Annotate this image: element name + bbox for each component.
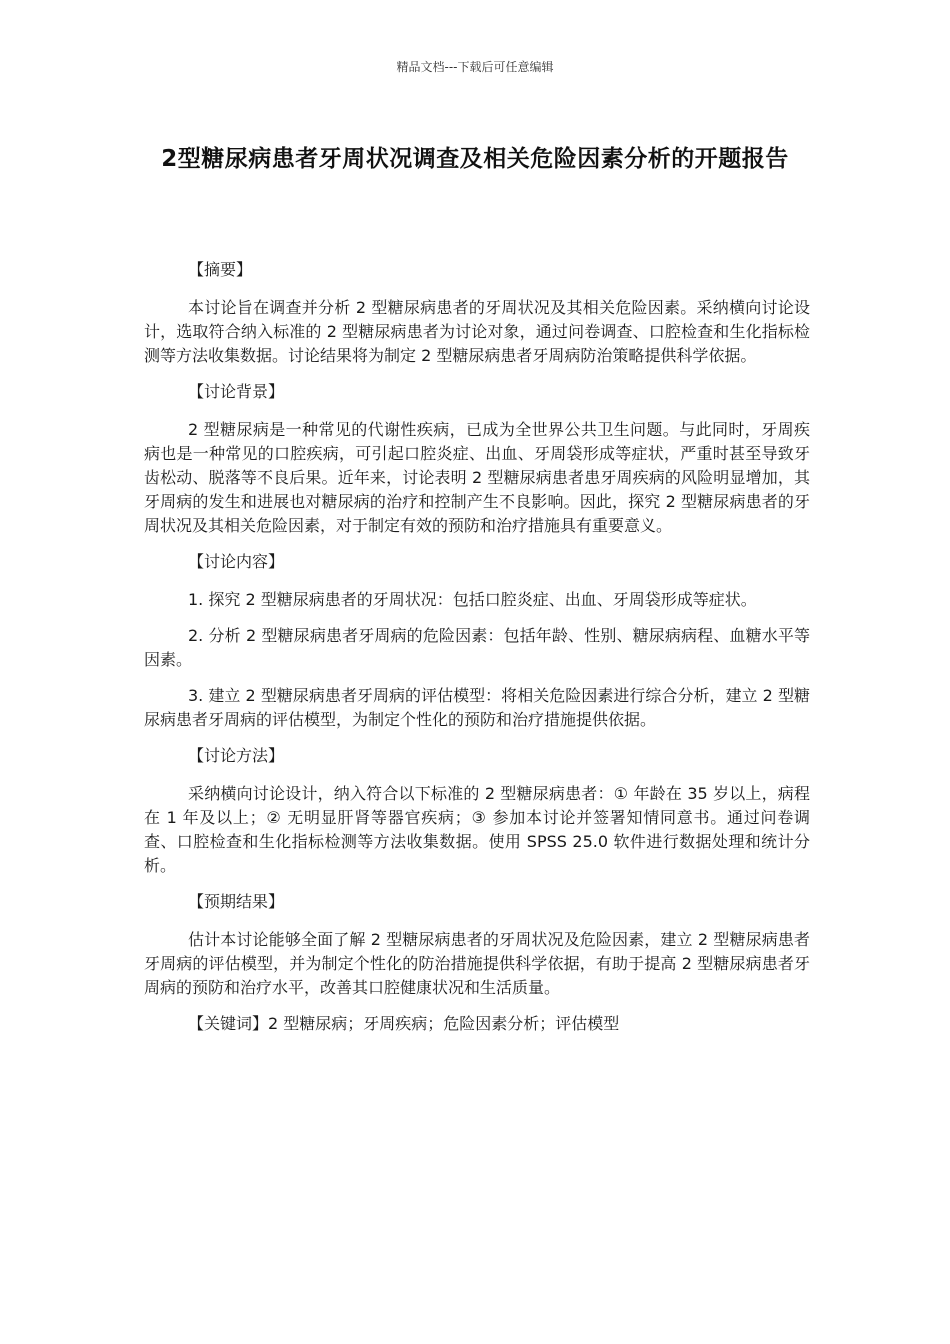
document-body xyxy=(144,258,810,1036)
method-text: 采纳横向讨论设计，纳入符合以下标准的 2 型糖尿病患者：① 年龄在 35 岁以上，病程在 1 年及以上；② 无明显肝肾等器官疾病；③ 参加本讨论并签署知情同意书。通过问卷调查、口腔检查和生化指标检测等方法收集数据。使用 SPSS 25.0 软件进行数据处理和统计分析。 xyxy=(144,784,810,875)
abstract-text: 本讨论旨在调查并分析 2 型糖尿病患者的牙周状况及其相关危险因素。采纳横向讨论设计，选取符合纳入标准的 2 型糖尿病患者为讨论对象，通过问卷调查、口腔检查和生化指标检测等方法收集数据。讨论结果将为制定 2 型糖尿病患者牙周病防治策略提供科学依据。 xyxy=(144,298,810,365)
content-heading: 【讨论内容】 xyxy=(188,552,285,571)
content-item-3: 3. 建立 2 型糖尿病患者牙周病的评估模型：将相关危险因素进行综合分析，建立 2 型糖尿病患者牙周病的评估模型，为制定个性化的预防和治疗措施提供依据。 xyxy=(144,686,810,729)
keywords-text: 2 型糖尿病；牙周疾病；危险因素分析；评估模型 xyxy=(268,1014,620,1033)
keywords-line xyxy=(144,1012,810,1036)
abstract-heading: 【摘要】 xyxy=(188,260,253,279)
expected-text: 估计本讨论能够全面了解 2 型糖尿病患者的牙周状况及危险因素，建立 2 型糖尿病患者牙周病的评估模型，并为制定个性化的防治措施提供科学依据，有助于提高 2 型糖尿病患者牙周病的预防和治疗水平，改善其口腔健康状况和生活质量。 xyxy=(144,930,810,997)
document-title: 2型糖尿病患者牙周状况调查及相关危险因素分析的开题报告 xyxy=(161,146,789,172)
content-item-2: 2. 分析 2 型糖尿病患者牙周病的危险因素：包括年龄、性别、糖尿病病程、血糖水平等因素。 xyxy=(144,626,810,669)
header-note: 精品文档---下载后可任意编辑 xyxy=(396,60,554,74)
method-heading: 【讨论方法】 xyxy=(188,746,285,765)
expected-heading: 【预期结果】 xyxy=(188,892,285,911)
keywords-label: 【关键词】 xyxy=(188,1014,269,1033)
background-heading: 【讨论背景】 xyxy=(188,382,285,401)
content-item-1: 1. 探究 2 型糖尿病患者的牙周状况：包括口腔炎症、出血、牙周袋形成等症状。 xyxy=(188,590,757,609)
background-text: 2 型糖尿病是一种常见的代谢性疾病，已成为全世界公共卫生问题。与此同时，牙周疾病也是一种常见的口腔疾病，可引起口腔炎症、出血、牙周袋形成等症状，严重时甚至导致牙齿松动、脱落等不良后果。近年来，讨论表明 2 型糖尿病患者患牙周疾病的风险明显增加，其牙周病的发生和进展也对糖尿病的治疗和控制产生不良影响。因此，探究 2 型糖尿病患者的牙周状况及其相关危险因素，对于制定有效的预防和治疗措施具有重要意义。 xyxy=(144,420,810,535)
